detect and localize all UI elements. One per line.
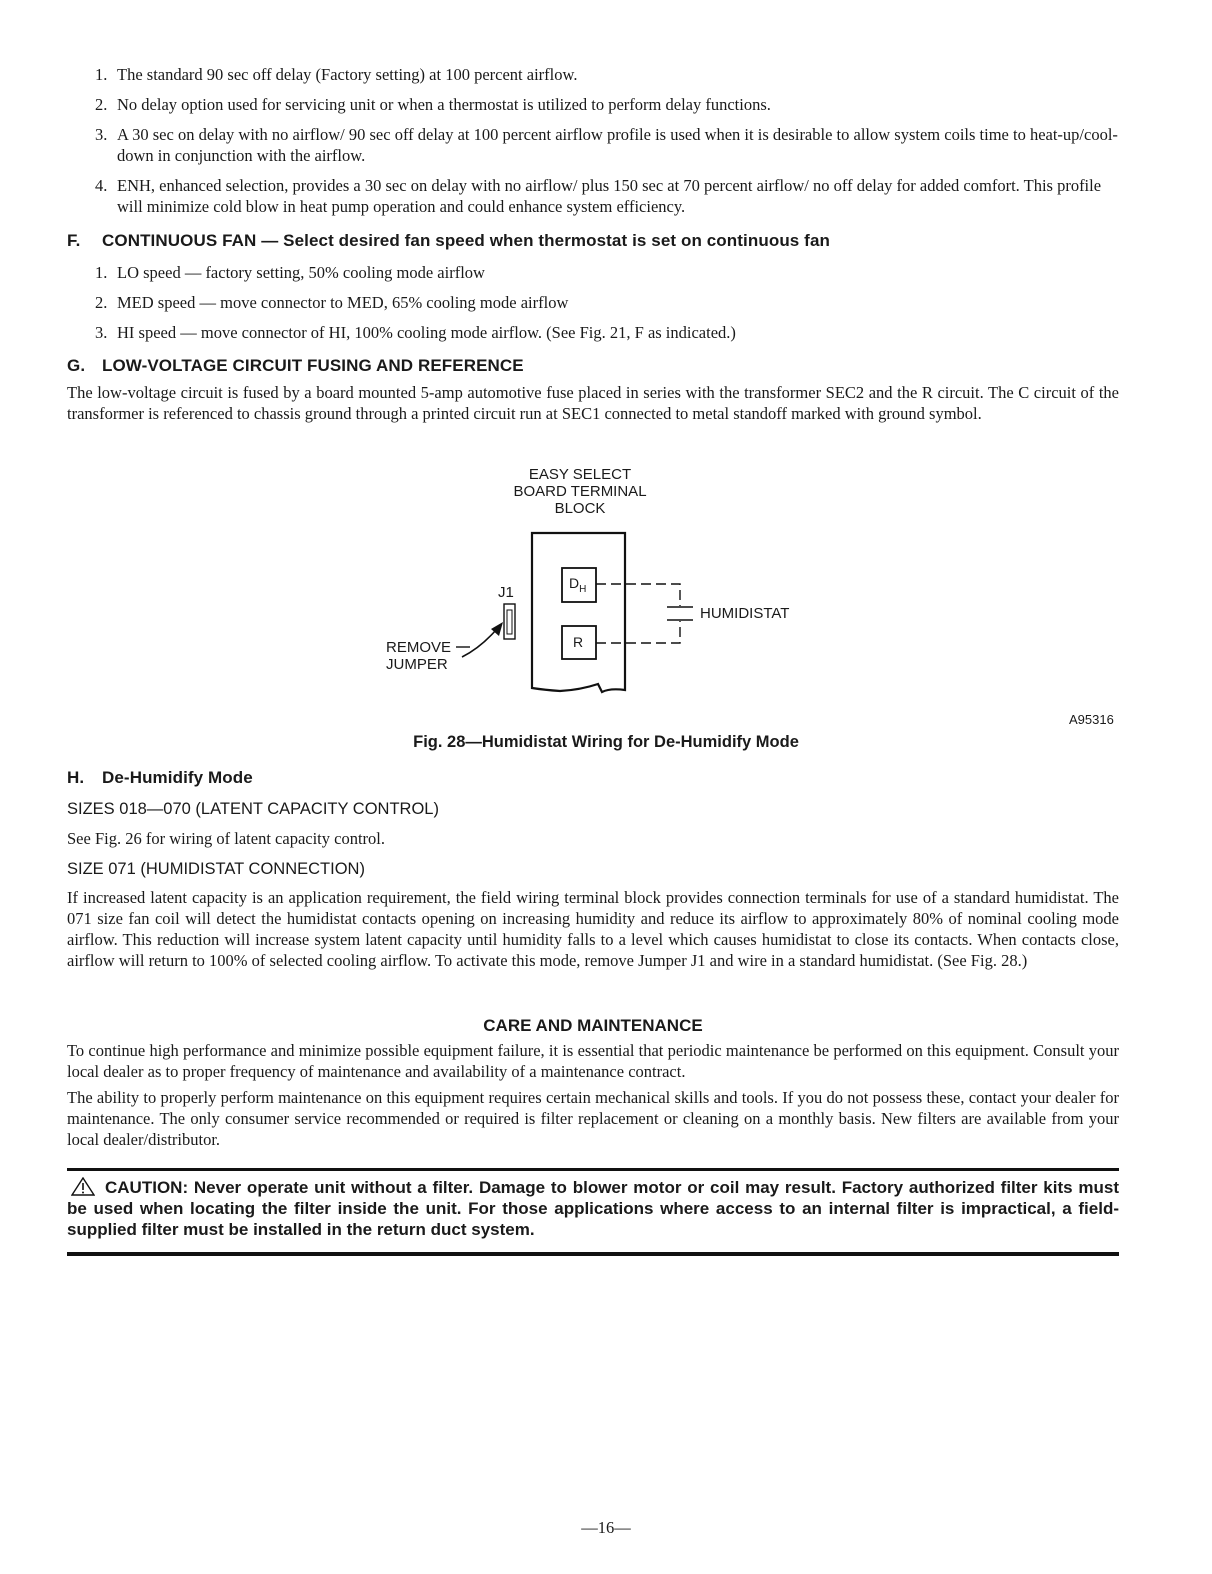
size-071-body: If increased latent capacity is an application requirement, the field wiring terminal block provides connection terminals for use of a standard humidistat. The 071 size fan coil will detect the humidistat contacts opening on increasing humidity and reduce its airflow to approximately 80% of nominal cooling mode airflow. This reduction will increase system latent capacity until humidity falls to a level which causes humidistat to close its contacts. When contacts close, airflow will return to 100% of selected cooling airflow. To activate this mode, remove Jumper J1 and wire in a standard humidistat. (See Fig. 28.): [67, 888, 1119, 970]
list-item: 1. LO speed — factory setting, 50% cooling mode airflow: [95, 263, 485, 282]
list-item: 3. A 30 sec on delay with no airflow/ 90 sec off delay at 100 percent airflow profile is used when it is desirable to allow system coils time to heat-up/cool-down in conjunction with the airflow.: [95, 125, 1118, 165]
list-item-text: HI speed — move connector of HI, 100% cooling mode airflow. (See Fig. 21, F as indicated.): [117, 323, 736, 342]
sizes-018-070-subheading: SIZES 018—070 (LATENT CAPACITY CONTROL): [67, 800, 439, 818]
j1-label: J1: [498, 584, 514, 601]
section-g-title: LOW-VOLTAGE CIRCUIT FUSING AND REFERENCE: [102, 356, 524, 375]
figure-title: EASY SELECT BOARD TERMINAL BLOCK: [513, 466, 647, 517]
caution-bottom-rule: [67, 1252, 1119, 1256]
size-071-subheading: SIZE 071 (HUMIDISTAT CONNECTION): [67, 860, 365, 878]
list-item: 2. MED speed — move connector to MED, 65% cooling mode airflow: [95, 293, 569, 312]
list-item: 1. The standard 90 sec off delay (Factory setting) at 100 percent airflow.: [95, 65, 578, 84]
remove-jumper-arrow: [462, 630, 496, 657]
caution-top-rule: [67, 1168, 1119, 1171]
warning-triangle-icon: [67, 1177, 105, 1198]
section-h-title: De-Humidify Mode: [102, 768, 253, 787]
section-g-heading: G. LOW-VOLTAGE CIRCUIT FUSING AND REFERENCE: [67, 356, 524, 375]
j1-jumper-inner: [507, 610, 512, 634]
list-item: 3. HI speed — move connector of HI, 100% cooling mode airflow. (See Fig. 21, F as indicated.): [95, 323, 736, 342]
list-item-text: MED speed — move connector to MED, 65% cooling mode airflow: [117, 293, 569, 312]
figure-id: A95316: [1069, 712, 1114, 727]
remove-jumper-label: REMOVE JUMPER: [386, 639, 452, 673]
list-item-text: LO speed — factory setting, 50% cooling mode airflow: [117, 263, 485, 282]
list-item: 2. No delay option used for servicing unit or when a thermostat is utilized to perform delay functions.: [95, 95, 771, 114]
dh-wire: [596, 584, 680, 606]
section-g-body: The low-voltage circuit is fused by a board mounted 5-amp automotive fuse placed in series with the transformer SEC2 and the R circuit. The C circuit of the transformer is referenced to chassis ground through a printed circuit run at SEC1 connected to metal standoff marked with ground symbol.: [67, 383, 1119, 423]
humidistat-label: HUMIDISTAT: [700, 605, 790, 622]
sizes-018-070-body: See Fig. 26 for wiring of latent capacity control.: [67, 829, 385, 848]
section-f-title: CONTINUOUS FAN — Select desired fan speed when thermostat is set on continuous fan: [102, 231, 830, 250]
r-wire: [596, 621, 680, 643]
section-f-heading: F. CONTINUOUS FAN — Select desired fan speed when thermostat is set on continuous fan: [67, 231, 830, 250]
figure-caption: Fig. 28—Humidistat Wiring for De-Humidify Mode: [413, 733, 799, 751]
list-item-text: A 30 sec on delay with no airflow/ 90 sec off delay at 100 percent airflow profile is used when it is desirable to allow system coils time to heat-up/cool-down in conjunction with the airflow.: [117, 125, 1118, 165]
caution-block: [67, 1177, 1119, 1240]
list-item-text: ENH, enhanced selection, provides a 30 sec on delay with no airflow/ plus 150 sec at 70 percent airflow/ no off delay for added comfort. This profile will minimize cold blow in heat pump operation and could enhance system efficiency.: [117, 176, 1102, 216]
dh-terminal-label: $D_H$: [569, 575, 587, 595]
section-h-heading: H. De-Humidify Mode: [67, 768, 253, 787]
list-item-text: The standard 90 sec off delay (Factory setting) at 100 percent airflow.: [117, 65, 578, 84]
page-number: —16—: [581, 1518, 631, 1537]
care-paragraph-1: To continue high performance and minimize possible equipment failure, it is essential that periodic maintenance be performed on this equipment. Consult your local dealer as to proper frequency of maintenance and availability of a maintenance contract.: [67, 1041, 1119, 1081]
terminal-block-outline: [532, 533, 625, 692]
caution-text: CAUTION: Never operate unit without a filter. Damage to blower motor or coil may result. Factory authorized filter kits must be used when locating the filter inside the unit. For those applications where access to an internal filter is impractical, a field-supplied filter must be installed in the return duct system.: [67, 1178, 1119, 1239]
care-paragraph-2: The ability to properly perform maintenance on this equipment requires certain mechanical skills and tools. If you do not possess these, contact your dealer for maintenance. The only consumer service recommended or required is filter replacement or cleaning on a monthly basis. New filters are available from your local dealer/distributor.: [67, 1088, 1119, 1149]
list-item-text: No delay option used for servicing unit or when a thermostat is utilized to perform delay functions.: [117, 95, 771, 114]
wiring-diagram: [0, 0, 1212, 760]
list-item: 4. ENH, enhanced selection, provides a 30 sec on delay with no airflow/ plus 150 sec at 70 percent airflow/ no off delay for added comfort. This profile will minimize cold blow in heat pump operation and could enhance system efficiency.: [95, 176, 1102, 216]
care-maintenance-heading: CARE AND MAINTENANCE: [483, 1016, 703, 1035]
r-terminal-label: R: [573, 634, 584, 650]
